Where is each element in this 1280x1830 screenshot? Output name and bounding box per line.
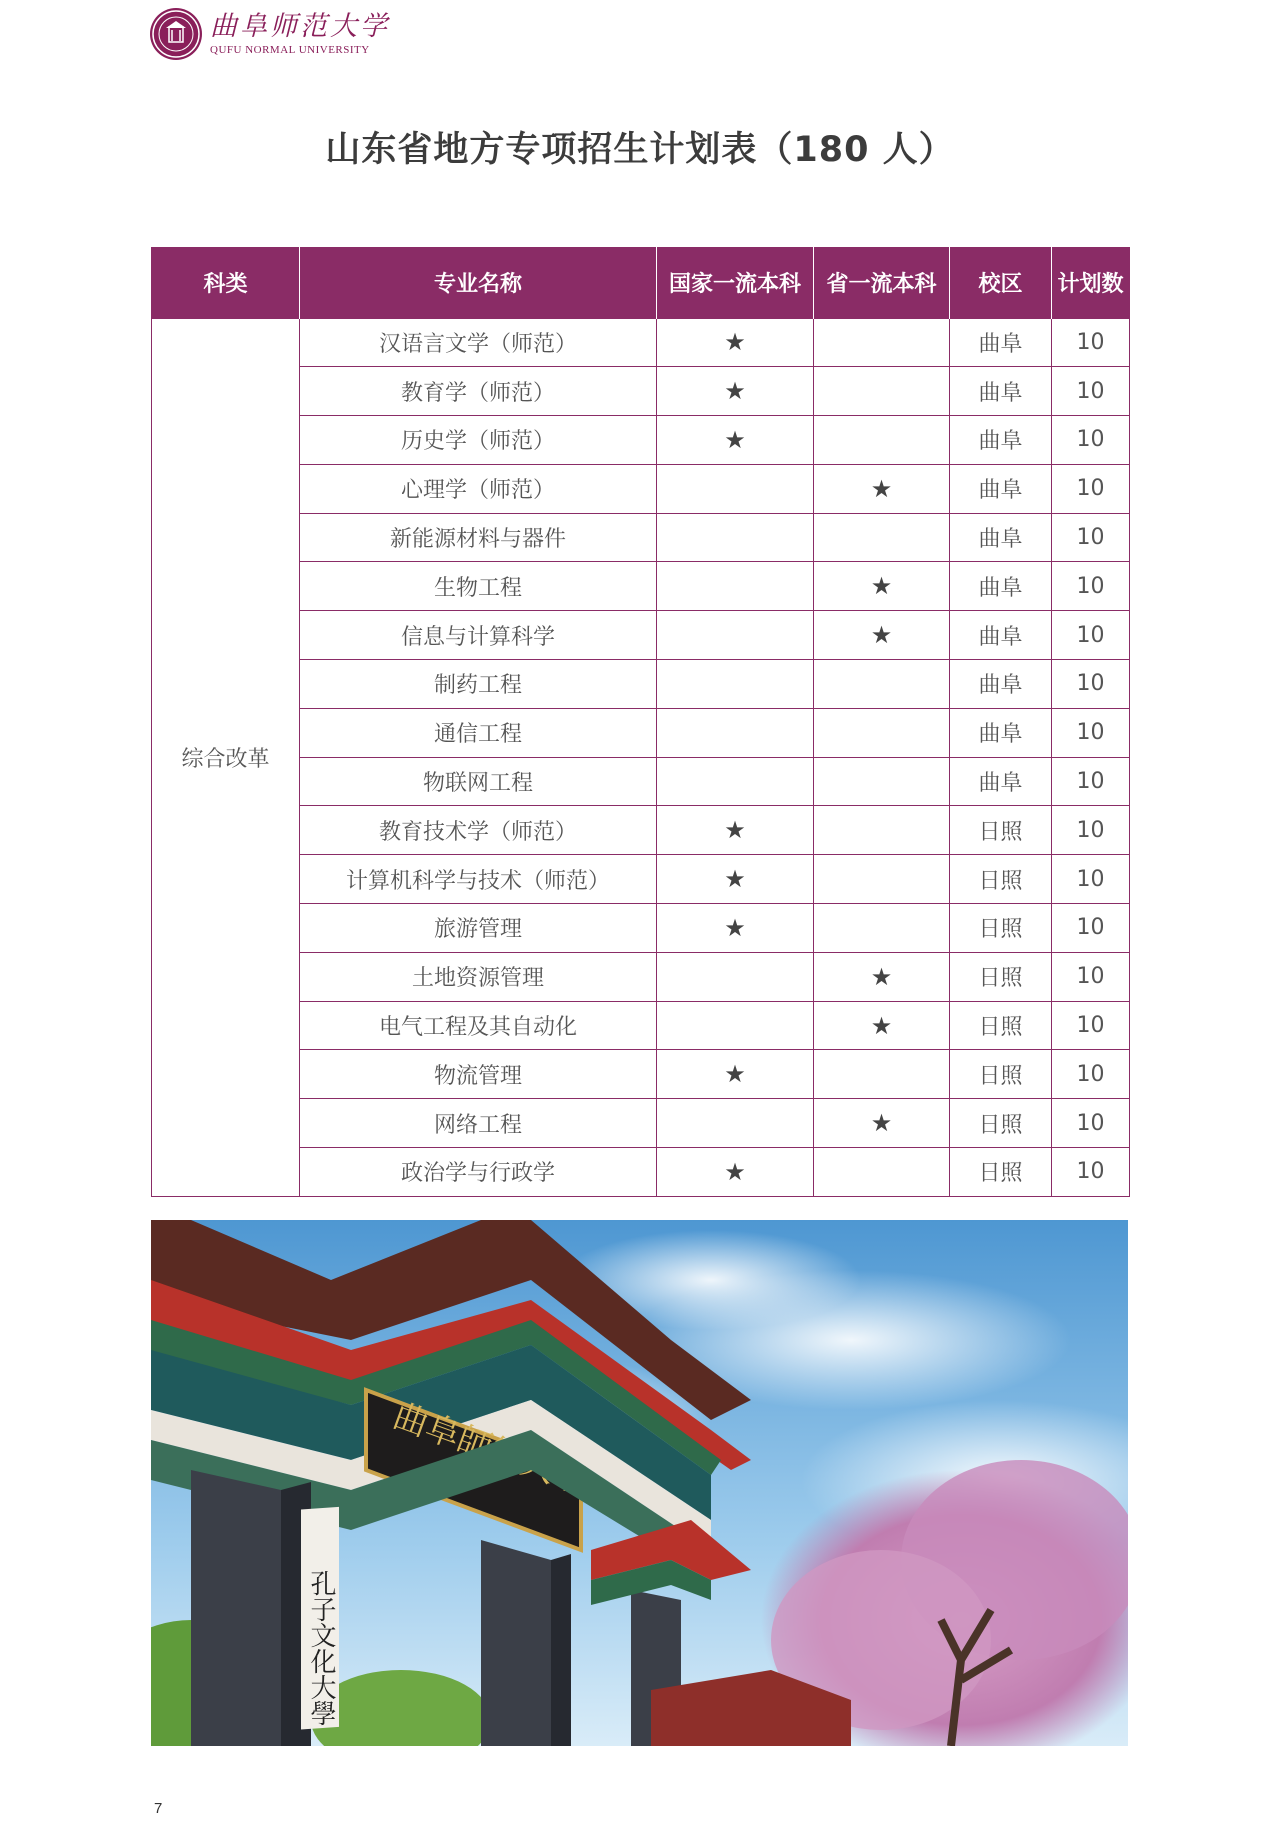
- major-name-cell: 物联网工程: [300, 757, 657, 806]
- national-first-class-cell: [657, 952, 814, 1001]
- campus-cell: 日照: [950, 952, 1052, 1001]
- provincial-first-class-cell: [814, 1001, 950, 1050]
- provincial-first-class-cell: [814, 464, 950, 513]
- provincial-first-class-cell: [814, 660, 950, 709]
- plan-count-cell: 10: [1052, 708, 1130, 757]
- header-national-first-class: 国家一流本科: [657, 247, 814, 318]
- major-name-cell: 土地资源管理: [300, 952, 657, 1001]
- header-category: 科类: [152, 247, 300, 318]
- header-provincial-first-class: 省一流本科: [814, 247, 950, 318]
- star-icon: ★: [870, 1011, 893, 1040]
- provincial-first-class-cell: [814, 1148, 950, 1197]
- plan-count-cell: 10: [1052, 904, 1130, 953]
- major-name-cell: 心理学（师范）: [300, 464, 657, 513]
- campus-cell: 曲阜: [950, 757, 1052, 806]
- table-row: [152, 318, 1130, 367]
- national-first-class-cell: [657, 1148, 814, 1197]
- national-first-class-cell: [657, 904, 814, 953]
- major-name-cell: 制药工程: [300, 660, 657, 709]
- star-icon: ★: [870, 621, 893, 650]
- header-major-name: 专业名称: [300, 247, 657, 318]
- star-icon: ★: [724, 913, 746, 942]
- provincial-first-class-cell: [814, 367, 950, 416]
- campus-gate-photo: [151, 1220, 1128, 1746]
- header-plan-count: 计划数: [1052, 247, 1130, 318]
- campus-cell: 曲阜: [950, 416, 1052, 465]
- national-first-class-cell: [657, 611, 814, 660]
- national-first-class-cell: [657, 562, 814, 611]
- plan-count-cell: 10: [1052, 416, 1130, 465]
- page-number: 7: [154, 1800, 163, 1817]
- national-first-class-cell: [657, 855, 814, 904]
- plan-count-cell: 10: [1052, 660, 1130, 709]
- plan-count-cell: 10: [1052, 855, 1130, 904]
- national-first-class-cell: [657, 464, 814, 513]
- provincial-first-class-cell: [814, 708, 950, 757]
- star-icon: ★: [724, 377, 746, 406]
- campus-cell: 曲阜: [950, 660, 1052, 709]
- major-name-cell: 信息与计算科学: [300, 611, 657, 660]
- university-logo: [150, 8, 390, 60]
- national-first-class-cell: [657, 660, 814, 709]
- major-name-cell: 历史学（师范）: [300, 416, 657, 465]
- star-icon: ★: [870, 572, 893, 601]
- major-name-cell: 电气工程及其自动化: [300, 1001, 657, 1050]
- plan-count-cell: 10: [1052, 318, 1130, 367]
- category-cell: 综合改革: [152, 318, 300, 1196]
- logo-chinese-name: 曲阜师范大学: [210, 11, 390, 42]
- provincial-first-class-cell: [814, 611, 950, 660]
- plan-count-cell: 10: [1052, 952, 1130, 1001]
- logo-text: [210, 11, 390, 57]
- pillar-inscription: 孔子文化大學: [306, 1570, 336, 1726]
- major-name-cell: 计算机科学与技术（师范）: [300, 855, 657, 904]
- major-name-cell: 汉语言文学（师范）: [300, 318, 657, 367]
- logo-english-name: QUFU NORMAL UNIVERSITY: [210, 44, 370, 56]
- provincial-first-class-cell: [814, 416, 950, 465]
- table-header-row: [152, 247, 1130, 318]
- national-first-class-cell: [657, 1001, 814, 1050]
- plan-count-cell: 10: [1052, 757, 1130, 806]
- provincial-first-class-cell: [814, 562, 950, 611]
- campus-cell: 日照: [950, 1148, 1052, 1197]
- major-name-cell: 政治学与行政学: [300, 1148, 657, 1197]
- major-name-cell: 教育学（师范）: [300, 367, 657, 416]
- plan-count-cell: 10: [1052, 1148, 1130, 1197]
- header-campus: 校区: [950, 247, 1052, 318]
- campus-cell: 日照: [950, 1050, 1052, 1099]
- national-first-class-cell: [657, 757, 814, 806]
- plan-count-cell: 10: [1052, 1050, 1130, 1099]
- campus-cell: 曲阜: [950, 708, 1052, 757]
- star-icon: ★: [870, 1109, 893, 1138]
- star-icon: ★: [870, 474, 893, 503]
- plan-count-cell: 10: [1052, 1099, 1130, 1148]
- campus-cell: 日照: [950, 1099, 1052, 1148]
- campus-cell: 日照: [950, 904, 1052, 953]
- major-name-cell: 生物工程: [300, 562, 657, 611]
- provincial-first-class-cell: [814, 806, 950, 855]
- provincial-first-class-cell: [814, 855, 950, 904]
- campus-cell: 日照: [950, 855, 1052, 904]
- provincial-first-class-cell: [814, 318, 950, 367]
- campus-cell: 曲阜: [950, 611, 1052, 660]
- plan-count-cell: 10: [1052, 464, 1130, 513]
- plan-count-cell: 10: [1052, 367, 1130, 416]
- provincial-first-class-cell: [814, 952, 950, 1001]
- campus-cell: 曲阜: [950, 318, 1052, 367]
- provincial-first-class-cell: [814, 757, 950, 806]
- university-seal-icon: [150, 8, 202, 60]
- national-first-class-cell: [657, 318, 814, 367]
- provincial-first-class-cell: [814, 513, 950, 562]
- star-icon: ★: [724, 1157, 746, 1186]
- national-first-class-cell: [657, 416, 814, 465]
- star-icon: ★: [724, 328, 746, 357]
- major-name-cell: 网络工程: [300, 1099, 657, 1148]
- enrollment-plan-table: [151, 247, 1130, 1197]
- plan-count-cell: 10: [1052, 562, 1130, 611]
- national-first-class-cell: [657, 1050, 814, 1099]
- campus-cell: 日照: [950, 1001, 1052, 1050]
- campus-cell: 日照: [950, 806, 1052, 855]
- plan-count-cell: 10: [1052, 611, 1130, 660]
- provincial-first-class-cell: [814, 1099, 950, 1148]
- star-icon: ★: [724, 425, 746, 454]
- major-name-cell: 物流管理: [300, 1050, 657, 1099]
- national-first-class-cell: [657, 1099, 814, 1148]
- campus-cell: 曲阜: [950, 562, 1052, 611]
- national-first-class-cell: [657, 708, 814, 757]
- major-name-cell: 通信工程: [300, 708, 657, 757]
- national-first-class-cell: [657, 513, 814, 562]
- campus-cell: 曲阜: [950, 513, 1052, 562]
- table-body: [152, 318, 1130, 1196]
- star-icon: ★: [724, 1060, 746, 1089]
- campus-cell: 曲阜: [950, 367, 1052, 416]
- page-title: 山东省地方专项招生计划表（180 人）: [325, 130, 955, 170]
- plan-count-cell: 10: [1052, 513, 1130, 562]
- major-name-cell: 新能源材料与器件: [300, 513, 657, 562]
- provincial-first-class-cell: [814, 904, 950, 953]
- star-icon: ★: [724, 865, 746, 894]
- star-icon: ★: [870, 962, 893, 991]
- plan-count-cell: 10: [1052, 1001, 1130, 1050]
- provincial-first-class-cell: [814, 1050, 950, 1099]
- major-name-cell: 教育技术学（师范）: [300, 806, 657, 855]
- plan-count-cell: 10: [1052, 806, 1130, 855]
- national-first-class-cell: [657, 806, 814, 855]
- national-first-class-cell: [657, 367, 814, 416]
- star-icon: ★: [724, 816, 746, 845]
- campus-cell: 曲阜: [950, 464, 1052, 513]
- major-name-cell: 旅游管理: [300, 904, 657, 953]
